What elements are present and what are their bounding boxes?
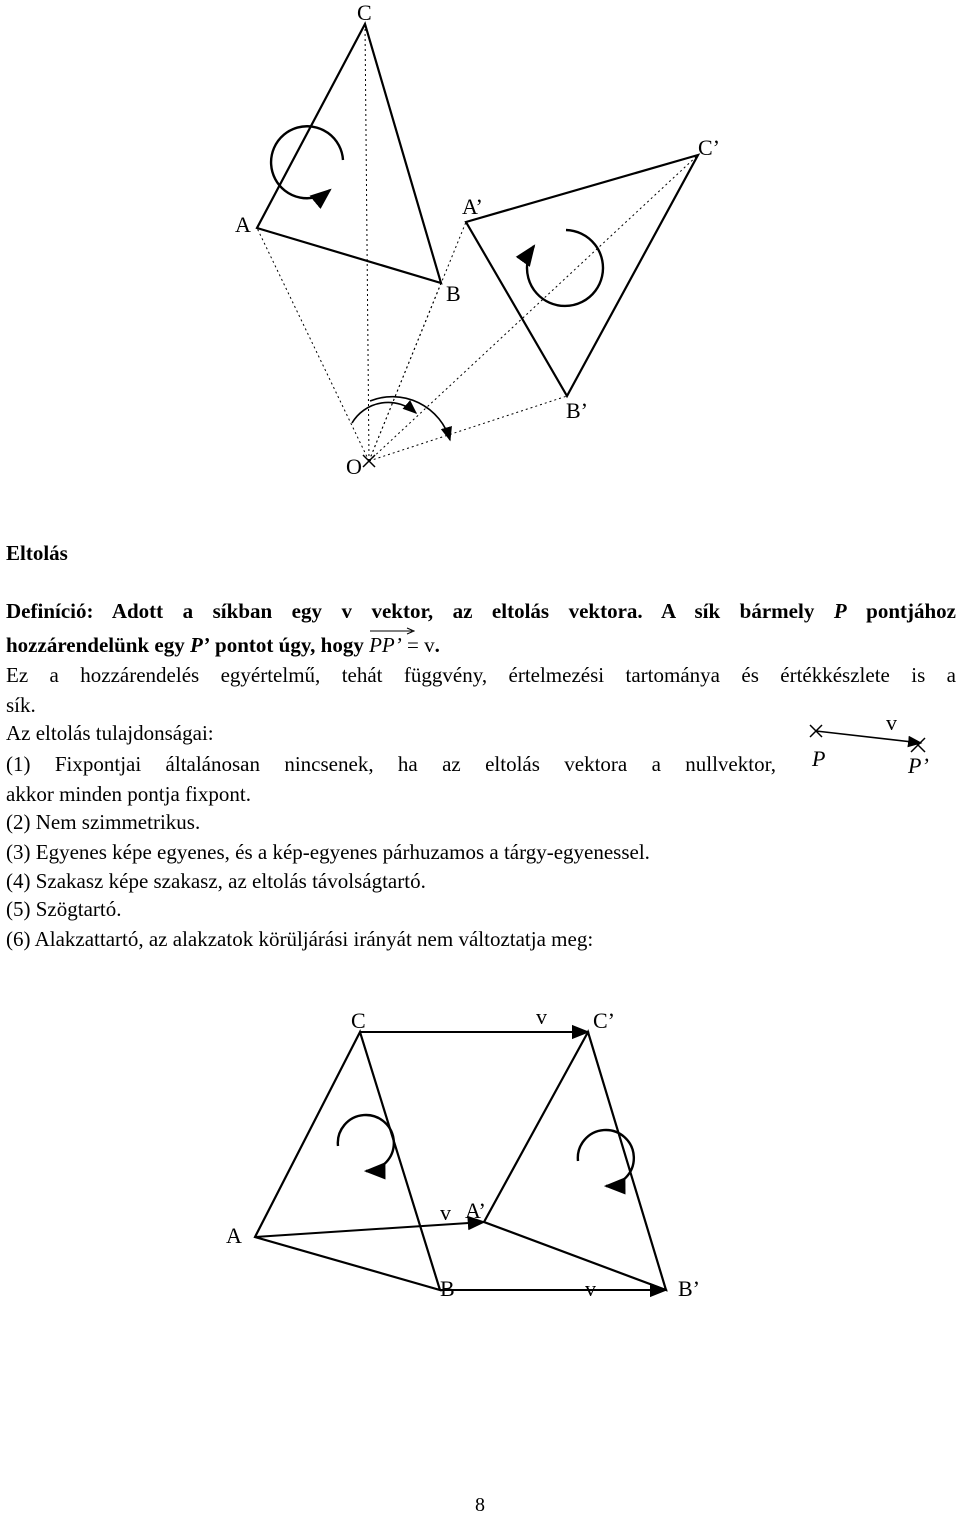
formula-vector-text: PP’: [369, 633, 402, 657]
label-v: v: [536, 1004, 547, 1029]
label-p: P: [812, 746, 826, 771]
label-v: v: [440, 1200, 451, 1225]
label-a-prime: A’: [465, 1198, 486, 1223]
label-c-prime: C’: [698, 135, 720, 160]
label-a: A: [226, 1223, 242, 1248]
definition-text: pontjához: [846, 599, 956, 623]
definition-text: hozzárendelünk egy: [6, 633, 190, 657]
properties-title: Az eltolás tulajdonságai:: [6, 721, 214, 745]
definition-line-2: [6, 630, 440, 660]
property-6: (6) Alakzattartó, az alakzatok körüljárási irányát nem változtatja meg:: [6, 927, 594, 951]
property-3: (3) Egyenes képe egyenes, és a kép-egyenes párhuzamos a tárgy-egyenessel.: [6, 840, 650, 864]
page-number: 8: [475, 1494, 485, 1516]
definition-line-1: [6, 596, 956, 626]
label-o: O: [346, 454, 362, 479]
text-line-3: Ez a hozzárendelés egyértelmű, tehát függvény, értelmezési tartománya és értékkészlete is a: [6, 663, 956, 687]
definition-point-p: P: [833, 599, 847, 623]
rotation-arrow-icon: [338, 1115, 394, 1171]
property-5: (5) Szögtartó.: [6, 897, 122, 921]
formula: [369, 633, 440, 657]
center-point-o: [363, 455, 375, 467]
definition-text: pontot úgy, hogy: [209, 633, 370, 657]
label-b-prime: B’: [566, 398, 588, 423]
label-c: C: [351, 1008, 366, 1033]
rotation-figure: [235, 0, 720, 479]
triangle-abc: [255, 1032, 440, 1290]
vector-v: [816, 731, 921, 743]
formula-equals: = v: [401, 633, 435, 657]
label-v: v: [886, 710, 897, 735]
label-c: C: [357, 0, 372, 25]
definition-point-p-prime: P’: [189, 633, 210, 657]
label-a: A: [235, 212, 251, 237]
rotation-arrow-icon: [352, 402, 416, 423]
label-b: B: [446, 281, 461, 306]
label-a-prime: A’: [462, 194, 483, 219]
property-2: (2) Nem szimmetrikus.: [6, 810, 201, 834]
property-1b: akkor minden pontja fixpont.: [6, 782, 251, 806]
label-c-prime: C’: [593, 1008, 615, 1033]
rotation-arrow-icon: [527, 230, 603, 306]
definition-text: Definíció: Adott a síkban egy v vektor, az eltolás vektora. A sík bármely: [6, 599, 834, 623]
property-4: (4) Szakasz képe szakasz, az eltolás távolságtartó.: [6, 869, 426, 893]
translation-figure: [226, 1004, 700, 1301]
translation-vector-figure: [810, 710, 929, 778]
formula-vector: [369, 630, 402, 660]
label-b: B: [440, 1276, 455, 1301]
triangle-abc-prime: [484, 1032, 666, 1290]
point-p-prime: [911, 738, 925, 752]
property-1a: (1) Fixpontjai általánosan nincsenek, ha az eltolás vektora a nullvektor,: [6, 752, 776, 776]
label-v: v: [585, 1276, 596, 1301]
rotation-arrow-icon: [271, 126, 343, 198]
triangle-abc: [257, 24, 441, 283]
label-b-prime: B’: [678, 1276, 700, 1301]
label-p-prime: P’: [908, 753, 929, 778]
formula-dot: .: [434, 633, 440, 657]
vector-arrow-icon: [369, 626, 415, 636]
triangle-abc-prime: [466, 155, 698, 396]
text-line-4: sík.: [6, 693, 36, 717]
section-title: Eltolás: [6, 541, 68, 565]
